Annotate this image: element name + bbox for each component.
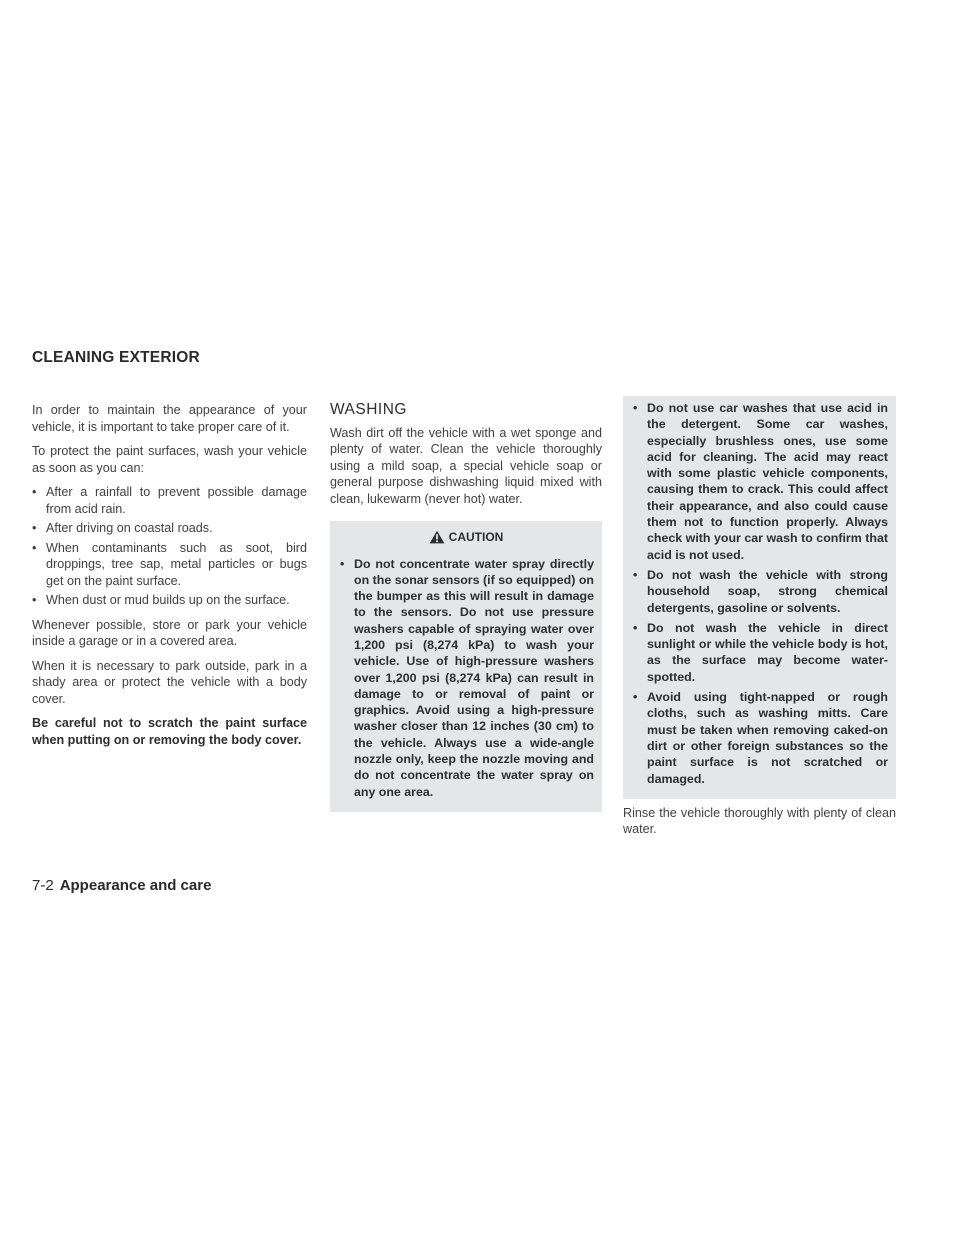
caution-list [631,400,888,787]
washing-paragraph: Wash dirt off the vehicle with a wet sponge and plenty of water. Clean the vehicle thoroughly using a mild soap, a special vehicle soap or general purpose dishwashing liquid mixed with clean, lukewarm (never hot) water. [330,425,602,506]
outside-paragraph: When it is necessary to park outside, park in a shady area or protect the vehicle with a body cover. [32,658,307,706]
list-item: • Do not wash the vehicle in direct sunlight or while the vehicle body is hot, as the surface may become water-spotted. [631,620,888,685]
page-number: 7-2 [32,877,54,894]
body-cover-warning: Be careful not to scratch the paint surface when putting on or removing the body cover. [32,716,307,747]
list-item: • When contaminants such as soot, bird droppings, tree sap, metal particles or bugs get on the paint surface. [32,540,307,590]
column-right [623,402,896,846]
list-item: • Do not use car washes that use acid in the detergent. Some car washes, especially brushless ones, use some acid for cleaning. The acid may react with some plastic vehicle components, causing them to crack. This could affect their appearance, and also could cause them not to function properly. Always check with your car wash to confirm that acid is not used. [631,400,888,563]
caution-box-continued [623,396,896,799]
list-item: • After driving on coastal roads. [32,520,307,537]
page-footer [32,877,211,894]
caution-box [330,521,602,812]
list-item: • Do not wash the vehicle with strong household soap, strong chemical detergents, gasoline or solvents. [631,567,888,616]
washing-heading: WASHING [330,401,407,418]
list-item: • Do not concentrate water spray directly on the sonar sensors (if so equipped) on the bumper as this will result in damage to the sensors. Do not use pressure washers capable of spraying water over 1,200 psi (8,274 kPa) to wash your vehicle. Use of high-pressure washers over 1,200 psi (8,274 kPa) can result in damage to or removal of paint or graphics. Avoid using a high-pressure washer closer than 12 inches (30 cm) to the vehicle. Always use a wide-angle nozzle only, keep the nozzle moving and do not concentrate the water spray on any one area. [338,556,594,800]
rinse-paragraph: Rinse the vehicle thoroughly with plenty of clean water. [623,805,896,837]
list-item: • After a rainfall to prevent possible damage from acid rain. [32,484,307,517]
protect-paragraph: To protect the paint surfaces, wash your vehicle as soon as you can: [32,444,307,475]
column-middle [330,402,602,818]
column-left [32,402,307,756]
list-item: • Avoid using tight-napped or rough cloths, such as washing mitts. Care must be taken when removing caked-on dirt or other foreign substances so the paint surface is not scratched or damaged. [631,689,888,787]
caution-header [338,529,594,546]
caution-label: CAUTION [448,530,504,544]
list-item: • When dust or mud builds up on the surface. [32,592,307,609]
section-title: CLEANING EXTERIOR [32,349,200,366]
caution-list [338,556,594,800]
chapter-title: Appearance and care [59,877,212,894]
wash-conditions-list [32,484,307,609]
intro-paragraph: In order to maintain the appearance of your vehicle, it is important to take proper care of it. [32,403,307,434]
caution-triangle-icon [429,530,445,544]
store-paragraph: Whenever possible, store or park your vehicle inside a garage or in a covered area. [32,617,307,648]
